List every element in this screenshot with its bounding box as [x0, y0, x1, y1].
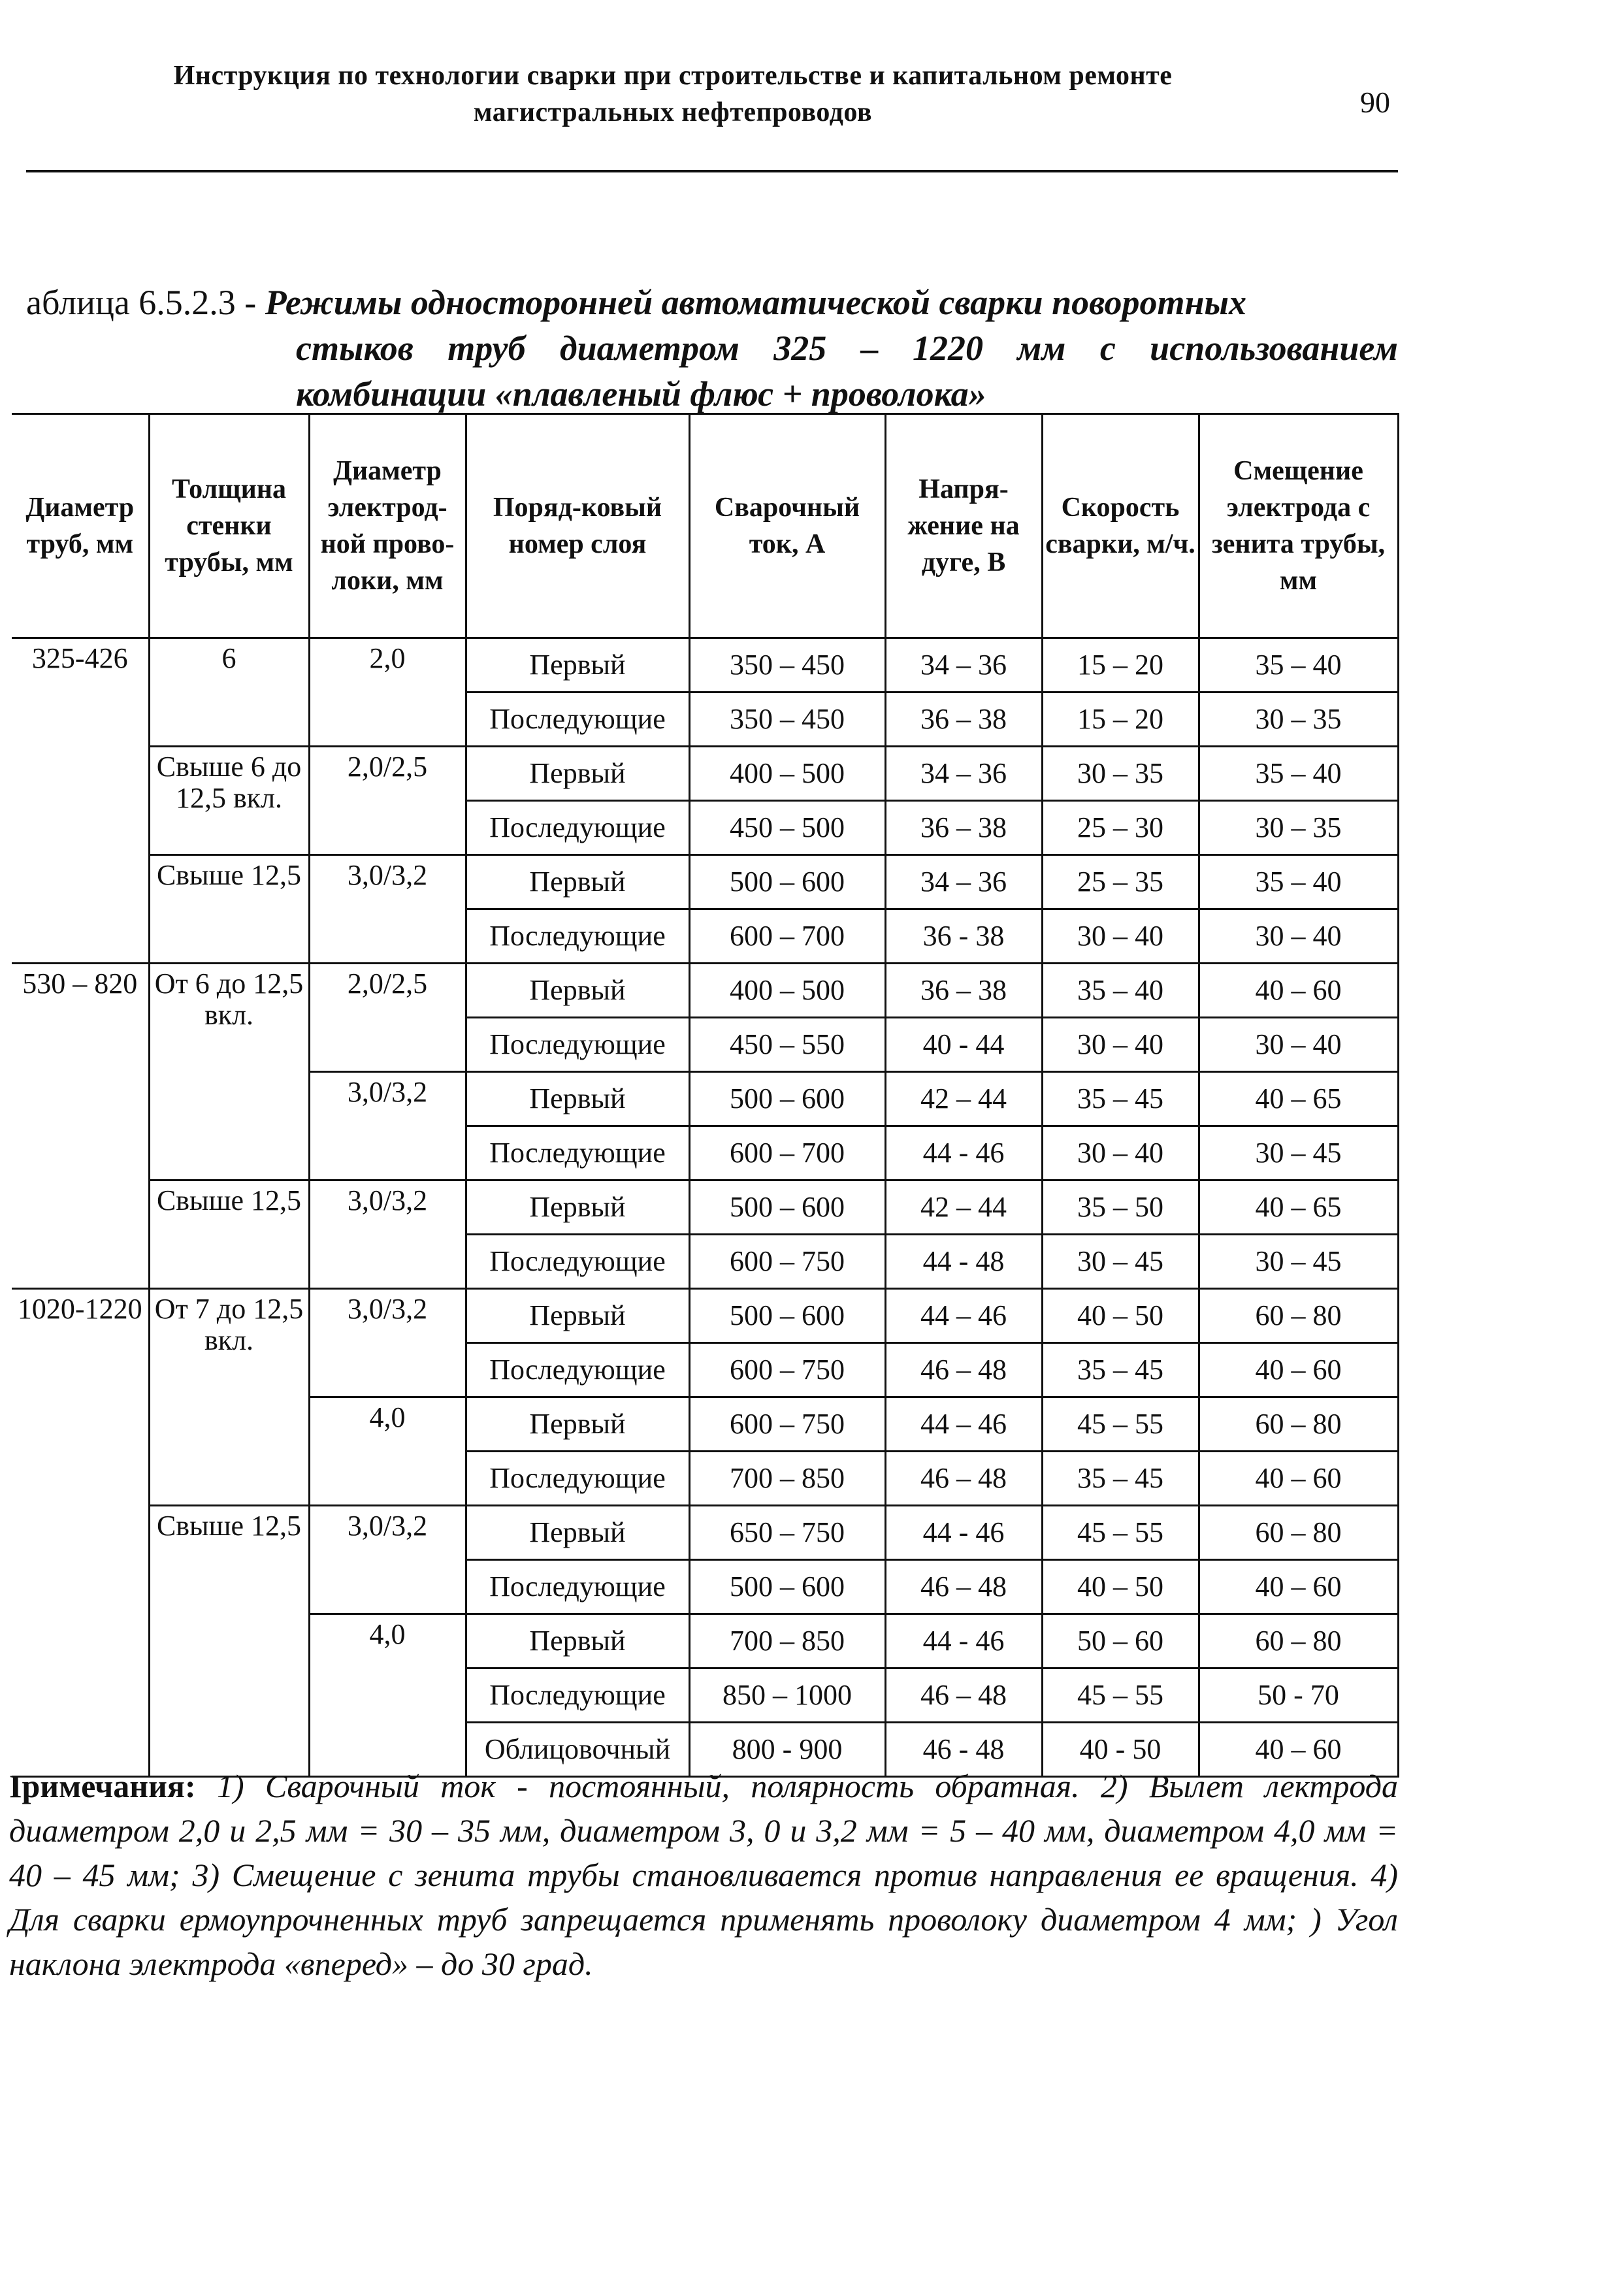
cell-electrode-offset: 35 – 40 — [1199, 747, 1398, 801]
page-number: 90 — [1360, 86, 1390, 119]
cell-welding-current: 600 – 750 — [689, 1343, 885, 1397]
cell-arc-voltage: 44 – 46 — [885, 1289, 1042, 1343]
cell-layer: Последующие — [466, 909, 689, 964]
cell-arc-voltage: 44 - 46 — [885, 1614, 1042, 1668]
cell-welding-current: 850 – 1000 — [689, 1668, 885, 1723]
cell-electrode-offset: 60 – 80 — [1199, 1289, 1398, 1343]
cell-welding-current: 450 – 500 — [689, 801, 885, 855]
column-header-layer-number: Поряд-ковый номер слоя — [466, 414, 689, 638]
cell-welding-speed: 50 – 60 — [1042, 1614, 1199, 1668]
cell-welding-current: 500 – 600 — [689, 1289, 885, 1343]
cell-wire-diameter: 4,0 — [309, 1614, 466, 1777]
cell-wall-thickness: 6 — [149, 638, 309, 747]
cell-electrode-offset: 30 – 40 — [1199, 1018, 1398, 1072]
cell-welding-current: 600 – 700 — [689, 909, 885, 964]
cell-welding-speed: 35 – 45 — [1042, 1072, 1199, 1126]
cell-wall-thickness: От 7 до 12,5 вкл. — [149, 1289, 309, 1506]
cell-layer: Первый — [466, 638, 689, 692]
cell-arc-voltage: 40 - 44 — [885, 1018, 1042, 1072]
cell-welding-speed: 30 – 40 — [1042, 1126, 1199, 1180]
cell-welding-speed: 40 – 50 — [1042, 1289, 1199, 1343]
cell-welding-current: 700 – 850 — [689, 1452, 885, 1506]
cell-layer: Последующие — [466, 1343, 689, 1397]
cell-pipe-diameter: 530 – 820 — [12, 964, 149, 1289]
cell-welding-speed: 35 – 45 — [1042, 1343, 1199, 1397]
cell-welding-current: 500 – 600 — [689, 1180, 885, 1235]
cell-welding-speed: 35 – 45 — [1042, 1452, 1199, 1506]
cell-wire-diameter: 3,0/3,2 — [309, 855, 466, 964]
header-line-1: Инструкция по технологии сварки при строительстве и капитальном ремонте — [173, 61, 1173, 91]
cell-electrode-offset: 60 – 80 — [1199, 1614, 1398, 1668]
cell-arc-voltage: 44 – 46 — [885, 1397, 1042, 1452]
cell-layer: Последующие — [466, 1452, 689, 1506]
table-row — [12, 1506, 1398, 1560]
document-header — [65, 57, 1280, 131]
cell-wall-thickness: Свыше 6 до 12,5 вкл. — [149, 747, 309, 855]
table-header-row — [12, 414, 1398, 638]
column-header-wall-thickness: Толщина стенки трубы, мм — [149, 414, 309, 638]
cell-layer: Первый — [466, 964, 689, 1018]
cell-welding-speed: 40 – 50 — [1042, 1560, 1199, 1614]
cell-wire-diameter: 3,0/3,2 — [309, 1289, 466, 1397]
cell-arc-voltage: 46 – 48 — [885, 1668, 1042, 1723]
cell-electrode-offset: 40 – 60 — [1199, 1452, 1398, 1506]
header-divider — [26, 170, 1398, 172]
cell-welding-speed: 40 - 50 — [1042, 1723, 1199, 1777]
cell-wall-thickness: Свыше 12,5 — [149, 1180, 309, 1289]
cell-welding-speed: 45 – 55 — [1042, 1397, 1199, 1452]
cell-welding-speed: 25 – 35 — [1042, 855, 1199, 909]
cell-welding-current: 650 – 750 — [689, 1506, 885, 1560]
cell-arc-voltage: 44 - 48 — [885, 1235, 1042, 1289]
cell-electrode-offset: 35 – 40 — [1199, 638, 1398, 692]
cell-layer: Последующие — [466, 1235, 689, 1289]
cell-electrode-offset: 40 – 60 — [1199, 1343, 1398, 1397]
cell-layer: Первый — [466, 1506, 689, 1560]
cell-arc-voltage: 36 - 38 — [885, 909, 1042, 964]
cell-arc-voltage: 44 - 46 — [885, 1506, 1042, 1560]
cell-wall-thickness: От 6 до 12,5 вкл. — [149, 964, 309, 1180]
cell-welding-speed: 30 – 40 — [1042, 909, 1199, 964]
cell-welding-speed: 15 – 20 — [1042, 692, 1199, 747]
cell-welding-speed: 30 – 35 — [1042, 747, 1199, 801]
cell-arc-voltage: 36 – 38 — [885, 964, 1042, 1018]
cell-pipe-diameter: 1020-1220 — [12, 1289, 149, 1777]
table-row — [12, 1289, 1398, 1343]
cell-electrode-offset: 60 – 80 — [1199, 1506, 1398, 1560]
cell-electrode-offset: 40 – 65 — [1199, 1072, 1398, 1126]
cell-arc-voltage: 42 – 44 — [885, 1072, 1042, 1126]
cell-wire-diameter: 2,0 — [309, 638, 466, 747]
cell-wall-thickness: Свыше 12,5 — [149, 1506, 309, 1777]
column-header-wire-diameter: Диаметр электрод-ной прово-локи, мм — [309, 414, 466, 638]
cell-layer: Первый — [466, 1397, 689, 1452]
column-header-pipe-diameter: Диаметр труб, мм — [12, 414, 149, 638]
cell-welding-speed: 30 – 45 — [1042, 1235, 1199, 1289]
cell-electrode-offset: 30 – 45 — [1199, 1126, 1398, 1180]
cell-arc-voltage: 46 – 48 — [885, 1560, 1042, 1614]
cell-arc-voltage: 36 – 38 — [885, 801, 1042, 855]
cell-welding-current: 450 – 550 — [689, 1018, 885, 1072]
header-line-2: магистральных нефтепроводов — [473, 97, 873, 127]
cell-arc-voltage: 42 – 44 — [885, 1180, 1042, 1235]
column-header-welding-current: Сварочный ток, А — [689, 414, 885, 638]
table-row — [12, 638, 1398, 692]
cell-wire-diameter: 4,0 — [309, 1397, 466, 1506]
cell-layer: Первый — [466, 747, 689, 801]
cell-welding-current: 600 – 750 — [689, 1397, 885, 1452]
cell-welding-speed: 15 – 20 — [1042, 638, 1199, 692]
cell-welding-current: 350 – 450 — [689, 692, 885, 747]
cell-welding-current: 350 – 450 — [689, 638, 885, 692]
cell-electrode-offset: 50 - 70 — [1199, 1668, 1398, 1723]
cell-welding-current: 700 – 850 — [689, 1614, 885, 1668]
cell-wire-diameter: 2,0/2,5 — [309, 747, 466, 855]
cell-layer: Последующие — [466, 1018, 689, 1072]
cell-layer: Первый — [466, 1072, 689, 1126]
cell-welding-speed: 35 – 50 — [1042, 1180, 1199, 1235]
cell-welding-current: 800 - 900 — [689, 1723, 885, 1777]
cell-arc-voltage: 34 – 36 — [885, 638, 1042, 692]
cell-welding-current: 400 – 500 — [689, 964, 885, 1018]
notes-label: Iримечания: — [9, 1768, 196, 1804]
cell-welding-speed: 45 – 55 — [1042, 1506, 1199, 1560]
table-row — [12, 855, 1398, 909]
cell-layer: Последующие — [466, 1668, 689, 1723]
cell-electrode-offset: 60 – 80 — [1199, 1397, 1398, 1452]
table-row — [12, 1180, 1398, 1235]
cell-layer: Первый — [466, 855, 689, 909]
cell-electrode-offset: 30 – 40 — [1199, 909, 1398, 964]
table-row — [12, 747, 1398, 801]
cell-electrode-offset: 30 – 35 — [1199, 692, 1398, 747]
cell-wall-thickness: Свыше 12,5 — [149, 855, 309, 964]
table-title-line-1: Режимы односторонней автоматической сварки поворотных — [265, 283, 1246, 322]
cell-electrode-offset: 35 – 40 — [1199, 855, 1398, 909]
cell-layer: Последующие — [466, 801, 689, 855]
table-row — [12, 964, 1398, 1018]
cell-layer: Первый — [466, 1289, 689, 1343]
column-header-electrode-offset: Смещение электрода с зенита трубы, мм — [1199, 414, 1398, 638]
cell-welding-current: 600 – 750 — [689, 1235, 885, 1289]
column-header-welding-speed: Скорость сварки, м/ч. — [1042, 414, 1199, 638]
cell-welding-current: 400 – 500 — [689, 747, 885, 801]
cell-electrode-offset: 40 – 60 — [1199, 1560, 1398, 1614]
table-caption — [26, 280, 1398, 417]
table-body — [12, 638, 1398, 1777]
cell-electrode-offset: 40 – 65 — [1199, 1180, 1398, 1235]
cell-pipe-diameter: 325-426 — [12, 638, 149, 964]
cell-arc-voltage: 34 – 36 — [885, 747, 1042, 801]
cell-layer: Последующие — [466, 692, 689, 747]
cell-arc-voltage: 36 – 38 — [885, 692, 1042, 747]
welding-modes-table — [12, 413, 1399, 1778]
cell-welding-speed: 45 – 55 — [1042, 1668, 1199, 1723]
cell-welding-speed: 25 – 30 — [1042, 801, 1199, 855]
cell-wire-diameter: 3,0/3,2 — [309, 1506, 466, 1614]
cell-arc-voltage: 34 – 36 — [885, 855, 1042, 909]
cell-layer: Первый — [466, 1180, 689, 1235]
cell-layer: Первый — [466, 1614, 689, 1668]
column-header-arc-voltage: Напря-жение на дуге, В — [885, 414, 1042, 638]
cell-welding-speed: 35 – 40 — [1042, 964, 1199, 1018]
cell-layer: Облицовочный — [466, 1723, 689, 1777]
cell-electrode-offset: 40 – 60 — [1199, 1723, 1398, 1777]
cell-arc-voltage: 46 – 48 — [885, 1343, 1042, 1397]
cell-wire-diameter: 2,0/2,5 — [309, 964, 466, 1072]
cell-welding-current: 500 – 600 — [689, 1560, 885, 1614]
cell-wire-diameter: 3,0/3,2 — [309, 1180, 466, 1289]
cell-arc-voltage: 46 – 48 — [885, 1452, 1042, 1506]
cell-electrode-offset: 40 – 60 — [1199, 964, 1398, 1018]
cell-layer: Последующие — [466, 1560, 689, 1614]
cell-wire-diameter: 3,0/3,2 — [309, 1072, 466, 1180]
cell-arc-voltage: 46 - 48 — [885, 1723, 1042, 1777]
cell-electrode-offset: 30 – 35 — [1199, 801, 1398, 855]
cell-layer: Последующие — [466, 1126, 689, 1180]
table-title-line-2: стыков труб диаметром 325 – 1220 мм с использованием — [296, 329, 1398, 368]
notes-text: 1) Сварочный ток - постоянный, полярность обратная. 2) Вылет лектрода диаметром 2,0 и 2,5 мм = 30 – 35 мм, диаметром 3, 0 и 3,2 мм = 5 – 40 мм, диаметром 4,0 мм = 40 – 45 мм; 3) Смещение с зенита трубы становливается против направления ее вращения. 4) Для сварки ермоупрочненных труб запрещается применять проволоку диаметром 4 мм; ) Угол наклона электрода «вперед» – до 30 град. — [9, 1768, 1398, 1982]
cell-arc-voltage: 44 - 46 — [885, 1126, 1042, 1180]
cell-welding-speed: 30 – 40 — [1042, 1018, 1199, 1072]
table-title-line-3: комбинации «плавленый флюс + проволока» — [296, 374, 986, 414]
cell-welding-current: 500 – 600 — [689, 1072, 885, 1126]
cell-electrode-offset: 30 – 45 — [1199, 1235, 1398, 1289]
table-notes — [9, 1764, 1398, 1986]
cell-welding-current: 600 – 700 — [689, 1126, 885, 1180]
cell-welding-current: 500 – 600 — [689, 855, 885, 909]
table-number: аблица 6.5.2.3 - — [26, 283, 265, 322]
